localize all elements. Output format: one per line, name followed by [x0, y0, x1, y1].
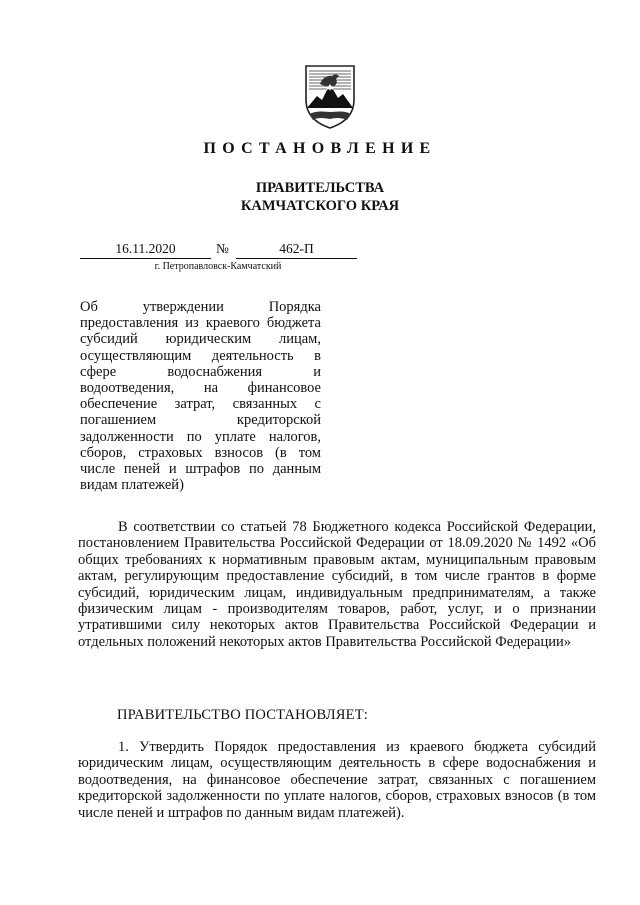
document-date: 16.11.2020: [115, 241, 176, 256]
issuer-line-1: ПРАВИТЕЛЬСТВА: [255, 180, 385, 196]
number-underline: [236, 258, 357, 259]
preamble-paragraph: В соответствии со статьей 78 Бюджетного кодекса Российской Федерации, постановлением Правительства Российской Федерации от 18.09.2020 № 1492 «Об общих требованиях к нормативным правовым актам, муниципальным правовым актам, регулирующим предоставление субсидий, в том числе грантов в форме субсидий, юридическим лицам, индивидуальным предпринимателям, а также физическим лицам - производителям товаров, работ, услуг, и о признании утратившими силу некоторых актов Правительства Российской Федерации и отдельных положений некоторых актов Правительства Российской Федерации»: [78, 519, 596, 650]
city-line: г. Петропавловск-Камчатский: [154, 261, 282, 272]
number-sign: №: [216, 241, 229, 256]
issuer-line-2: КАМЧАТСКОГО КРАЯ: [240, 198, 400, 214]
kamchatka-coat-of-arms-icon: [300, 62, 360, 130]
issuer: [0, 179, 640, 215]
document-subject: Об утверждении Порядка предоставления из краевого бюджета субсидий юридическим лицам, осуществляющим деятельность в сфере водоснабжения и водоотведения, на финансовое обеспечение затрат, связанных с погашением кредиторской задолженности по уплате налогов, сборов, страховых взносов (в том числе пеней и штрафов по данным видам платежей): [80, 299, 321, 494]
date-underline: [80, 258, 211, 259]
item-1-paragraph: 1. Утвердить Порядок предоставления из краевого бюджета субсидий юридическим лицам, осуществляющим деятельность в сфере водоснабжения и водоотведения, на финансовое обеспечение затрат, связанных с погашением кредиторской задолженности по уплате налогов, сборов, страховых взносов (в том числе пеней и штрафов по данным видам платежей).: [78, 739, 596, 821]
date-number-line: [80, 240, 380, 260]
decree-heading: ПРАВИТЕЛЬСТВО ПОСТАНОВЛЯЕТ:: [117, 707, 369, 723]
document-title: ПОСТАНОВЛЕНИЕ: [203, 140, 437, 157]
document-number: 462-П: [279, 241, 314, 256]
